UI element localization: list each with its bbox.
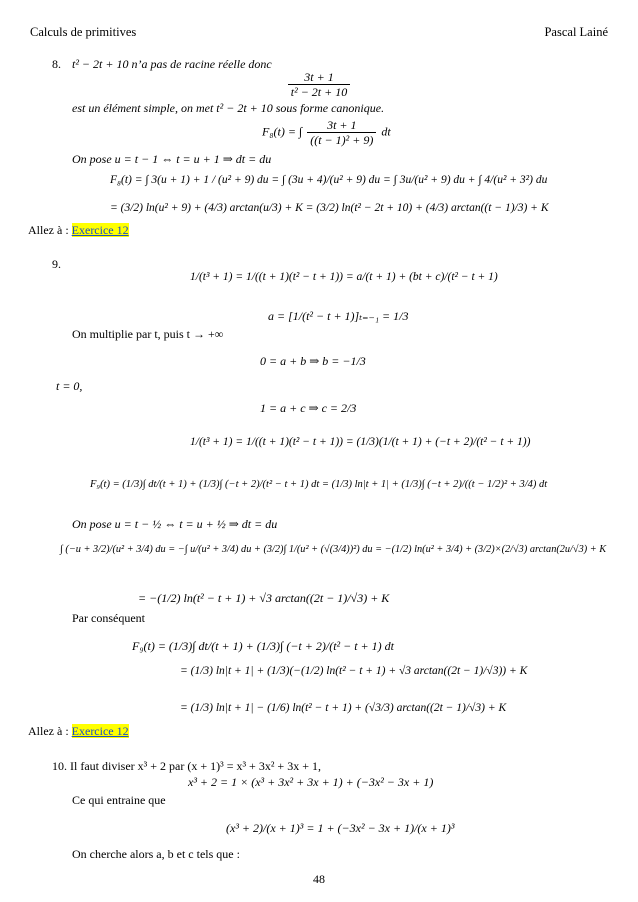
section-9-f9-step: = (1/3) ln|t + 1| + (1/3)(−(1/2) ln(t² − t + 1) + √3 arctan((2t − 1)/√3)) + K	[180, 665, 528, 677]
section-9-substitution: On pose u = t − ½ ⇔ t = u + ½ ⇒ dt = du	[72, 517, 278, 531]
header-right: Pascal Lainé	[544, 25, 608, 39]
section-9-consequently: Par conséquent	[72, 611, 145, 625]
section-9-b-value: 0 = a + b ⇒ b = −1/3	[260, 354, 366, 368]
equation-rhs: dt	[381, 124, 391, 139]
section-9-t-zero: t = 0,	[56, 379, 83, 393]
section-9-integral-u: ∫ (−u + 3/2)/(u² + 3/4) du = −∫ u/(u² + 3/4) du + (3/2)∫ 1/(u² + (√(3/4))²) du = −(1/2) ln(u² + 3/4) + (3/2)×(2/√3) arctan(2u/√3) + K	[60, 544, 607, 555]
section-9-rewrite: 1/(t³ + 1) = 1/((t + 1)(t² − t + 1)) = (1/3)(1/(t + 1) + (−t + 2)/(t² − t + 1))	[190, 436, 531, 448]
section-9-decomposition: 1/(t³ + 1) = 1/((t + 1)(t² − t + 1)) = a/(t + 1) + (bt + c)/(t² − t + 1)	[190, 271, 498, 283]
allez-label: Allez à :	[28, 223, 69, 237]
section-10-search: On cherche alors a, b et c tels que :	[72, 847, 240, 861]
section-9-result-t: = −(1/2) ln(t² − t + 1) + √3 arctan((2t − 1)/√3) + K	[138, 591, 390, 605]
section-8-number: 8.	[52, 57, 61, 71]
section-10-intro: 10. Il faut diviser x³ + 2 par (x + 1)³ = x³ + 3x² + 3x + 1,	[52, 759, 321, 773]
section-9-c-value: 1 = a + c ⇒ c = 2/3	[260, 401, 357, 415]
section-8-line-b: = (3/2) ln(u² + 9) + (4/3) arctan(u/3) + K = (3/2) ln(t² − 2t + 10) + (4/3) arctan((t − 1)/3) + K	[110, 202, 549, 214]
section-10-consequence: Ce qui entraine que	[72, 793, 166, 807]
equation-lhs: F₈(t) = ∫	[262, 124, 303, 139]
allez-label: Allez à :	[28, 724, 69, 738]
fraction-numerator: 3t + 1	[288, 70, 350, 85]
fraction-denominator: t² − 2t + 10	[290, 85, 348, 100]
exercise-12-link[interactable]: Exercice 12	[71, 223, 129, 237]
section-9-a-value: a = [1/(t² − t + 1)]ₜ₌₋₁ = 1/3	[268, 309, 409, 323]
fraction-denominator: ((t − 1)² + 9)	[310, 133, 374, 148]
page-number: 48	[313, 872, 325, 886]
allez-a-1	[28, 224, 129, 236]
section-8-fraction	[0, 70, 638, 100]
fraction-numerator: 3t + 1	[307, 118, 376, 133]
section-8-intro: t² − 2t + 10 n’a pas de racine réelle donc	[72, 57, 272, 71]
section-8-line-a: F₈(t) = ∫ 3(u + 1) + 1 / (u² + 9) du = ∫ (3u + 4)/(u² + 9) du = ∫ 3u/(u² + 9) du + ∫ 4/(u² + 3²) du	[110, 174, 548, 186]
section-9-f9-final: = (1/3) ln|t + 1| − (1/6) ln(t² − t + 1) + (√3/3) arctan((2t − 1)/√3) + K	[180, 702, 507, 714]
section-10-rewrite: (x³ + 2)/(x + 1)³ = 1 + (−3x² − 3x + 1)/(x + 1)³	[226, 821, 455, 835]
section-10-division: x³ + 2 = 1 × (x³ + 3x² + 3x + 1) + (−3x² − 3x + 1)	[188, 775, 434, 789]
section-8-f8-equation	[262, 118, 391, 148]
section-8-text: est un élément simple, on met t² − 2t + 10 sous forme canonique.	[72, 101, 385, 115]
exercise-12-link[interactable]: Exercice 12	[71, 724, 129, 738]
header-left: Calculs de primitives	[30, 25, 137, 39]
section-8-substitution: On pose u = t − 1 ⇔ t = u + 1 ⇒ dt = du	[72, 152, 272, 166]
allez-a-2	[28, 725, 129, 737]
section-9-number: 9.	[52, 257, 61, 271]
section-9-f9-recap: F₉(t) = (1/3)∫ dt/(t + 1) + (1/3)∫ (−t + 2)/(t² − t + 1) dt	[132, 639, 394, 653]
section-9-f9-definition: F₉(t) = (1/3)∫ dt/(t + 1) + (1/3)∫ (−t + 2)/(t² − t + 1) dt = (1/3) ln|t + 1| + (1/3)∫ (−t + 2)/((t − 1/2)² + 3/4) dt	[90, 479, 548, 490]
section-9-multiply-text: On multiplie par t, puis t → +∞	[72, 327, 224, 341]
